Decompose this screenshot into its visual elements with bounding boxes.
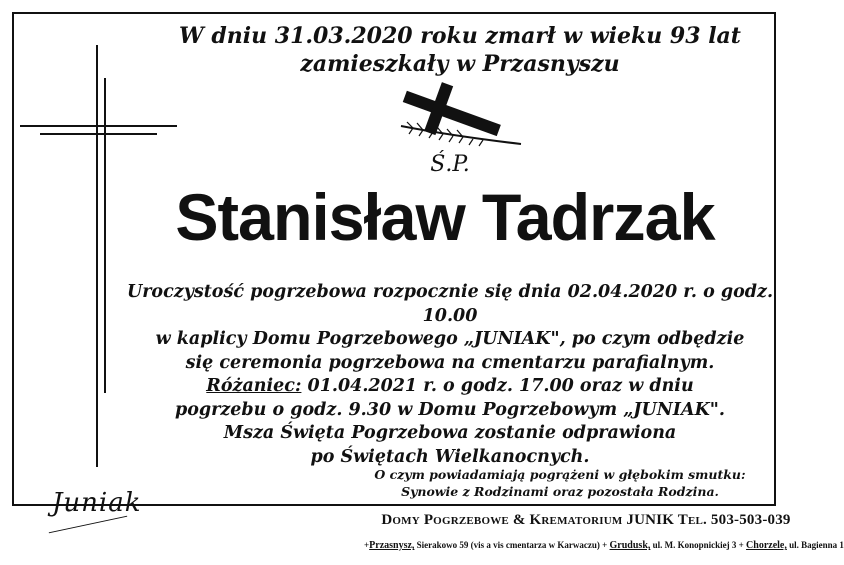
- notice-line: O czym powiadamiają pogrążeni w głębokim smutku:: [374, 467, 746, 482]
- signature-underline: [49, 516, 127, 534]
- town-grudusk: Grudusk,: [609, 540, 651, 551]
- ceremony-line: pogrzebu o godz. 9.30 w Domu Pogrzebowym „JUNIAK".: [174, 399, 725, 420]
- ceremony-line: Uroczystość pogrzebowa rozpocznie się dnia 02.04.2020 r. o godz. 10.00: [126, 282, 774, 326]
- town-chorzele: Chorzele,: [746, 540, 787, 551]
- ceremony-line: po Świętach Wielkanocnych.: [310, 446, 590, 467]
- honorific: Ś.P.: [430, 152, 470, 177]
- residence-line: zamieszkały w Przasnyszu: [300, 51, 620, 77]
- ceremony-line: w kaplicy Domu Pogrzebowego „JUNIAK", po czym odbędzie: [155, 329, 745, 349]
- ceremony-details: [110, 281, 790, 469]
- family-notice: [350, 466, 770, 500]
- rosary-line: [110, 375, 790, 399]
- company-name: Domy Pogrzebowe & Krematorium JUNIK Tel. 503-503-039: [381, 512, 791, 528]
- town-przasnysz: Przasnysz,: [369, 540, 415, 551]
- death-announcement-line: W dniu 31.03.2020 roku zmarł w wieku 93 lat: [179, 23, 741, 49]
- ceremony-line: się ceremonia pogrzebowa na cmentarzu parafialnym.: [185, 352, 715, 373]
- rosary-text: 01.04.2021 r. o godz. 17.00 oraz w dniu: [301, 376, 694, 396]
- company-addresses: +Przasnysz, Sierakowo 59 (vis a vis cmentarza w Karwaczu) + Grudusk, ul. M. Konopnickiej 3 + Chorzele, ul. Bagienna 1: [364, 540, 844, 551]
- signature: Juniak: [52, 488, 142, 518]
- ceremony-line: Msza Święta Pogrzebowa zostanie odprawiona: [223, 423, 677, 443]
- deceased-name: Stanisław Tadrzak: [175, 180, 715, 254]
- cross-with-palm-icon: [393, 86, 523, 156]
- notice-line: Synowie z Rodzinami oraz pozostała Rodzina.: [401, 484, 719, 499]
- rosary-label: Różaniec:: [206, 376, 302, 396]
